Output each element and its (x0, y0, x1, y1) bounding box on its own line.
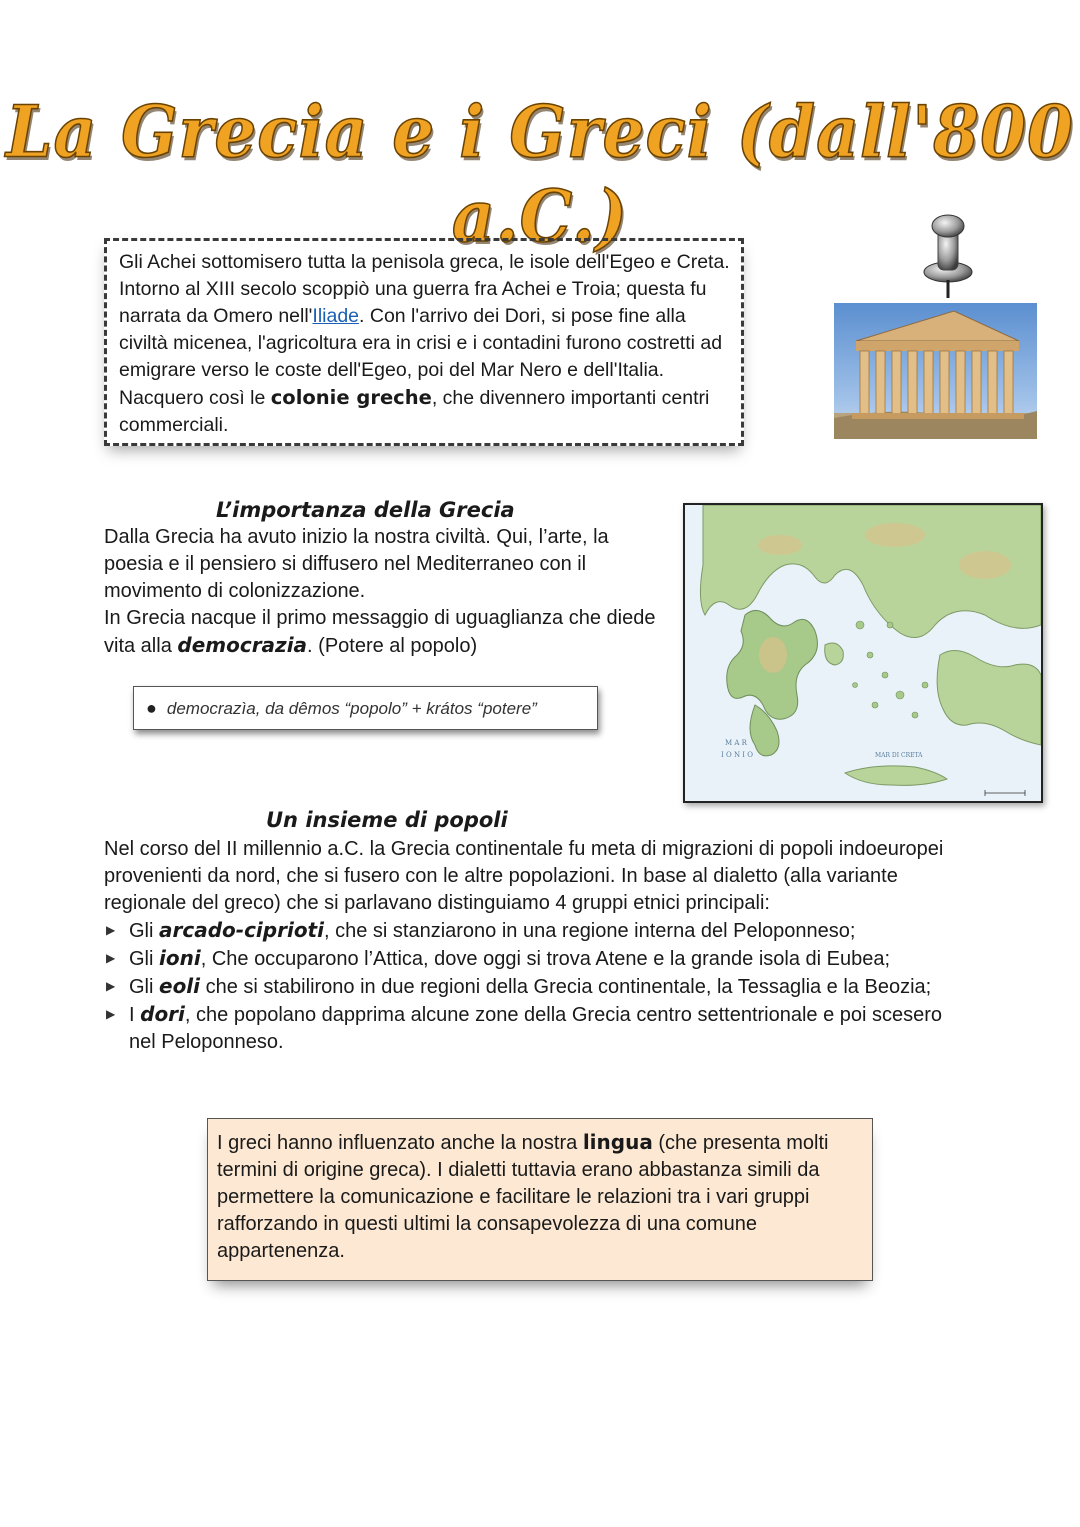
triangle-bullet-icon: ▶ (106, 951, 116, 965)
pushpin-icon (918, 208, 978, 300)
parthenon-photo (834, 303, 1037, 439)
triangle-bullet-icon: ▶ (106, 979, 116, 993)
list-item (104, 973, 964, 1001)
intro-text (119, 249, 731, 439)
importance-heading: L’importanza della Grecia (216, 498, 515, 522)
item-post: , che si stanziarono in una regione interna del Peloponneso; (323, 920, 856, 942)
intro-part3: , che divennero importanti centri commerciali. (119, 387, 710, 436)
map-sea-crete: MAR DI CRETA (875, 752, 923, 759)
iliade-link[interactable]: Iliade (312, 305, 360, 327)
peoples-list (104, 917, 964, 1056)
arcado-ciprioti-bold: arcado-ciprioti (159, 918, 324, 942)
item-post: , Che occuparono l’Attica, dove oggi si trova Atene e la grande isola di Eubea; (200, 948, 891, 970)
eoli-bold: eoli (159, 974, 201, 998)
page-title: La Grecia e i Greci (dall'800 a.C.) (6, 89, 1074, 259)
map-sea-west-2: I O N I O (721, 751, 754, 759)
language-post: (che presenta molti termini di origine greca). I dialetti tuttavia erano abbastanza simili da permettere la comunicazione e facilitare le relazioni tra i vari gruppi rafforzando in questi ultimi la consapevolezza di una comune appartenenza. (217, 1132, 829, 1262)
intro-part2: . Con l'arrivo dei Dori, si pose fine alla civiltà micenea, l'agricoltura era in crisi e i contadini furono costretti ad emigrare verso le coste dell'Egeo, poi del Mar Nero e dell'Italia. Nacquero così le (119, 305, 723, 409)
triangle-bullet-icon: ▶ (106, 1007, 116, 1021)
definition-text: democrazìa, da dêmos “popolo” + krátos “potere” (166, 699, 537, 718)
triangle-bullet-icon: ▶ (106, 923, 116, 937)
intro-box (104, 238, 744, 446)
democracy-text-end: . (Potere al popolo) (307, 635, 478, 657)
bullet-icon: ● (146, 698, 157, 718)
list-item (104, 1001, 964, 1056)
democrazia-bold: democrazia (177, 633, 308, 657)
map-sea-west: M A R (725, 739, 747, 747)
ioni-bold: ioni (159, 946, 201, 970)
item-post: che si stabilirono in due regioni della Grecia continentale, la Tessaglia e la Beozia; (200, 976, 932, 998)
peoples-heading: Un insieme di popoli (266, 808, 508, 832)
democracy-text: In Grecia nacque il primo messaggio di uguaglianza che diede vita alla (104, 607, 656, 657)
greece-map (683, 503, 1043, 803)
dori-bold: dori (140, 1002, 185, 1026)
item-pre: Gli (129, 948, 159, 970)
lingua-bold: lingua (582, 1130, 653, 1154)
importance-paragraph: Dalla Grecia ha avuto inizio la nostra civiltà. Qui, l’arte, la poesia e il pensiero si diffusero nel Mediterraneo con il movimento di colonizzazione. (104, 526, 609, 602)
language-text (217, 1129, 862, 1265)
item-pre: Gli (129, 976, 159, 998)
list-item (104, 945, 964, 973)
definition-box (133, 686, 598, 730)
intro-part1: Gli Achei sottomisero tutta la penisola greca, le isole dell'Egeo e Creta. Intorno al XIII secolo scoppiò una guerra fra Achei e Troia; questa fu narrata da Omero nell' (119, 251, 730, 327)
peoples-intro: Nel corso del II millennio a.C. la Grecia continentale fu meta di migrazioni di popoli indoeuropei provenienti da nord, che si fusero con le altre popolazioni. In base al dialetto (alla variante regionale del greco) che si parlavano distinguiamo 4 gruppi etnici principali: (104, 838, 944, 914)
item-pre: Gli (129, 920, 159, 942)
item-pre: I (129, 1004, 141, 1026)
item-post: , che popolano dapprima alcune zone della Grecia centro settentrionale e poi scesero nel Peloponneso. (129, 1004, 943, 1053)
colonie-greche-bold: colonie greche (270, 386, 432, 409)
language-box (207, 1118, 873, 1281)
democracy-paragraph (104, 605, 664, 660)
language-pre: I greci hanno influenzato anche la nostra (217, 1132, 583, 1154)
list-item (104, 917, 964, 945)
